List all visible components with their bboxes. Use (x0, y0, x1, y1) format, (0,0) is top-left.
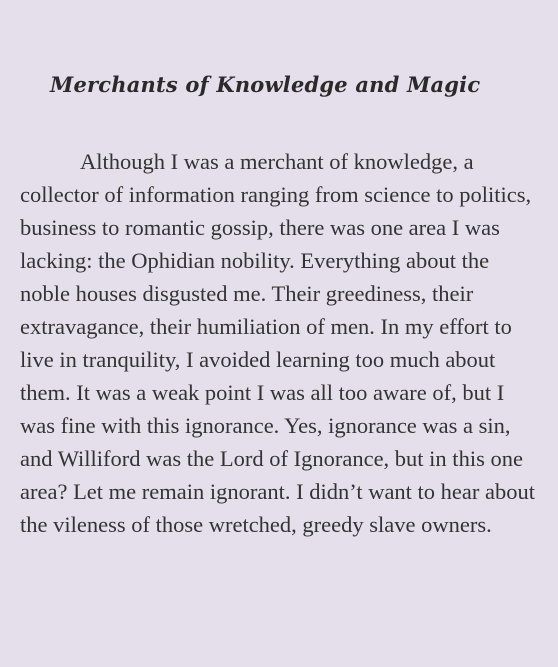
chapter-title: Merchants of Knowledge and Magic (50, 72, 481, 97)
body-paragraph: Although I was a merchant of knowledge, a collector of information ranging from science to politics, business to romantic gossip, there was one area I was lacking: the Ophidian nobility. Everything about the noble houses disgusted me. Their greediness, their extravagance, their humiliation of men. In my effort to live in tranquility, I avoided learning too much about them. It was a weak point I was all too aware of, but I was fine with this ignorance. Yes, ignorance was a sin, and Williford was the Lord of Ignorance, but in this one area? Let me remain ignorant. I didn’t want to hear about the vileness of those wretched, greedy slave owners. (20, 149, 536, 537)
